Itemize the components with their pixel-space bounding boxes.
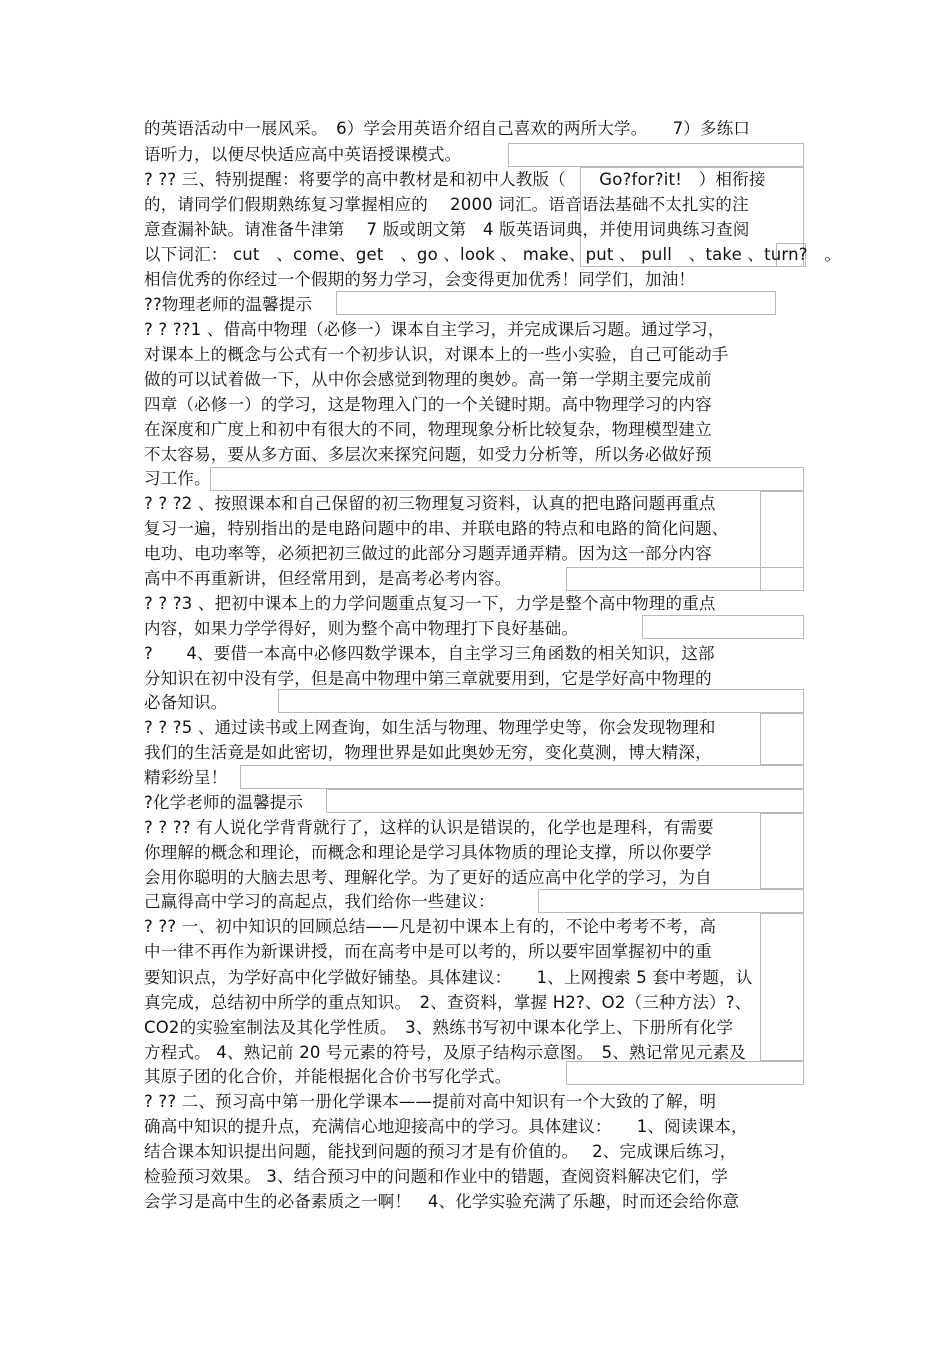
text-region-box — [210, 467, 804, 491]
text-region-box — [240, 765, 804, 789]
text-line: 方程式。 4、熟记前 20 号元素的符号，及原子结构示意图。 5、熟记常见元素及 — [144, 1043, 746, 1062]
text-line: 语听力，以便尽快适应高中英语授课模式。 — [144, 145, 462, 164]
text-region-box — [538, 889, 804, 913]
section-heading-physics: ??物理老师的温馨提示 — [144, 295, 313, 314]
text-line: ? ? ?3 、把初中课本上的力学问题重点复习一下，力学是整个高中物理的重点 — [144, 594, 716, 613]
text-region-box — [326, 789, 804, 813]
text-region-box — [566, 567, 804, 591]
text-line: ? ?? 一、初中知识的回顾总结——凡是初中课本上有的，不论中考考不考，高 — [144, 917, 717, 936]
text-region-box — [508, 143, 804, 167]
text-line: 不太容易，要从多方面、多层次来探究问题，如受力分析等，所以务必做好预 — [144, 445, 712, 464]
text-line: ? ? ??1 、借高中物理（必修一）课本自主学习，并完成课后习题。通过学习， — [144, 320, 725, 339]
text-line: 分知识在初中没有学，但是高中物理中第三章就要用到，它是学好高中物理的 — [144, 669, 712, 688]
text-line: 结合课本知识提出问题，能找到问题的预习才是有价值的。 2、完成课后练习， — [144, 1142, 737, 1161]
text-line: 确高中知识的提升点，充满信心地迎接高中的学习。具体建议： 1、阅读课本， — [144, 1117, 748, 1136]
text-line: 会学习是高中生的必备素质之一啊！ 4、化学实验充满了乐趣，时而还会给你意 — [144, 1192, 740, 1211]
text-region-box — [760, 913, 804, 1061]
text-line: 精彩纷呈！ — [144, 768, 228, 787]
section-heading-chemistry: ?化学老师的温馨提示 — [144, 793, 304, 812]
text-line: ? ? ?? 有人说化学背背就行了，这样的认识是错误的，化学也是理科，有需要 — [144, 818, 714, 837]
text-line: 在深度和广度上和初中有很大的不同，物理现象分析比较复杂，物理模型建立 — [144, 420, 712, 439]
text-line: 会用你聪明的大脑去思考、理解化学。为了更好的适应高中化学的学习，为自 — [144, 868, 712, 887]
text-line: ? ? ?5 、通过读书或上网查询，如生活与物理、物理学史等，你会发现物理和 — [144, 718, 716, 737]
text-region-box — [760, 713, 804, 765]
text-line: CO2的实验室制法及其化学性质。 3、熟练书写初中课本化学上、下册所有化学 — [144, 1018, 734, 1037]
text-region-box — [642, 615, 804, 639]
text-region-box — [278, 689, 804, 713]
text-line: 相信优秀的你经过一个假期的努力学习，会变得更加优秀！同学们，加油！ — [144, 270, 696, 289]
text-line: 你理解的概念和理论，而概念和理论是学习具体物质的理论支撑，所以你要学 — [144, 843, 712, 862]
text-line: 检验预习效果。 3、结合预习中的问题和作业中的错题，查阅资料解决它们，学 — [144, 1167, 728, 1186]
text-region-box — [760, 813, 804, 889]
text-line: 要知识点，为学好高中化学做好铺垫。具体建议： 1、上网搜索 5 套中考题，认 — [144, 968, 753, 987]
text-line: 我们的生活竟是如此密切，物理世界是如此奥妙无穷，变化莫测，博大精深， — [144, 743, 712, 762]
text-line: 其原子团的化合价，并能根据化合价书写化学式。 — [144, 1067, 512, 1086]
text-region-box — [336, 291, 776, 315]
text-line: 内容，如果力学学得好，则为整个高中物理打下良好基础。 — [144, 619, 579, 638]
text-line: 的，请同学们假期熟练复习掌握相应的 2000 词汇。语音语法基础不太扎实的注 — [144, 195, 749, 214]
text-line: 习工作。 — [144, 469, 211, 488]
text-line: 必备知识。 — [144, 693, 228, 712]
text-line: 的英语活动中一展风采。 6）学会用英语介绍自己喜欢的两所大学。 7）多练口 — [144, 119, 751, 138]
text-line: 复习一遍，特别指出的是电路问题中的串、并联电路的特点和电路的简化问题、 — [144, 519, 729, 538]
text-line: 高中不再重新讲，但经常用到，是高考必考内容。 — [144, 569, 512, 588]
text-line: ? ? ?2 、按照课本和自己保留的初三物理复习资料，认真的把电路问题再重点 — [144, 494, 716, 513]
text-line: ? ?? 二、预习高中第一册化学课本——提前对高中知识有一个大致的了解，明 — [144, 1092, 717, 1111]
text-line: 中一律不再作为新课讲授，而在高考中是可以考的，所以要牢固掌握初中的重 — [144, 942, 712, 961]
text-line: 四章（必修一）的学习，这是物理入门的一个关键时期。高中物理学习的内容 — [144, 395, 712, 414]
text-line: ? 4、要借一本高中必修四数学课本，自主学习三角函数的相关知识，这部 — [144, 644, 715, 663]
text-line: 意查漏补缺。请准备牛津第 7 版或朗文第 4 版英语词典，并使用词典练习查阅 — [144, 220, 750, 239]
text-line: 做的可以试着做一下，从中你会感觉到物理的奥妙。高一第一学期主要完成前 — [144, 370, 712, 389]
text-line: 对课本上的概念与公式有一个初步认识，对课本上的一些小实验，自己可能动手 — [144, 345, 729, 364]
text-line: ? ?? 三、特别提醒：将要学的高中教材是和初中人教版（ Go?for?it! ）相衔接 — [144, 170, 766, 189]
text-line: 真完成，总结初中所学的重点知识。 2、查资料，掌握 H2?、O2（三种方法）?、 — [144, 993, 752, 1012]
text-line: 己赢得高中学习的高起点，我们给你一些建议： — [144, 892, 495, 911]
text-line: 电功、电功率等，必须把初三做过的此部分习题弄通弄精。因为这一部分内容 — [144, 544, 712, 563]
text-line: 以下词汇： cut 、come、get 、go 、look 、 make、put 、 pull 、take 、turn? 。 — [144, 245, 842, 264]
